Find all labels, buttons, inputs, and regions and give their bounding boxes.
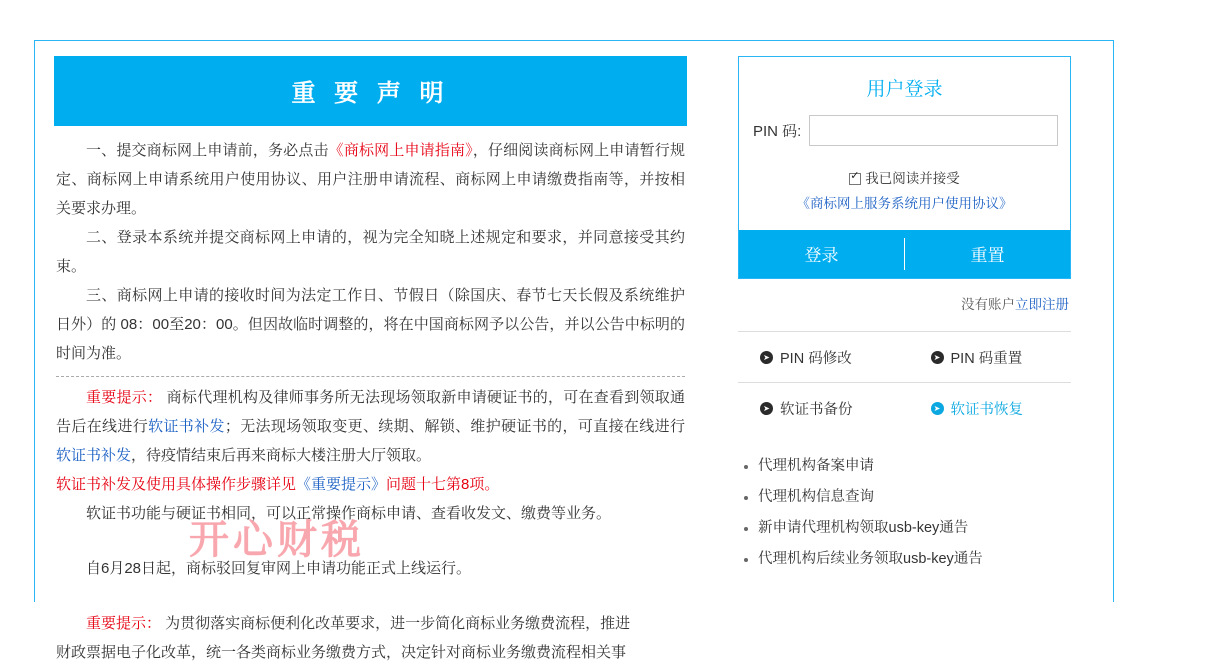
tip-paragraph-2 (56, 470, 685, 499)
tip-text: 问题十七第8项。 (386, 476, 500, 493)
notice-text: 一、提交商标网上申请前，务必点击 (86, 142, 329, 159)
list-item[interactable] (744, 513, 1071, 544)
notice-title: 重 要 声 明 (54, 56, 687, 126)
pin-label: PIN 码: (753, 123, 802, 140)
notice-text: 自6月28日起，商标驳回复审网上申请功能正式上线运行。 (86, 560, 472, 577)
notice2-paragraph-3 (56, 638, 685, 667)
login-panel (738, 56, 1071, 575)
link-label: 新申请代理机构领取usb-key通告 (758, 520, 969, 536)
tool-soft-cert-backup[interactable] (738, 398, 901, 419)
agree-label: 我已阅读并接受 (865, 171, 960, 186)
watermark: 开心财税 (189, 517, 365, 563)
notice-paragraph-1 (56, 136, 685, 223)
register-link[interactable]: 立即注册 (1015, 297, 1069, 312)
tip-paragraph-3 (56, 499, 685, 528)
tip-text: 软证书功能与硬证书相同，可以正常操作商标申请、查看收发文、缴费等业务。 (86, 505, 612, 522)
notice-body (54, 126, 687, 667)
agree-checkbox[interactable] (849, 173, 861, 185)
online-application-guide-link[interactable]: 《商标网上申请指南》 (328, 142, 473, 159)
user-agreement-link[interactable]: 《商标网上服务系统用户使用协议》 (796, 196, 1013, 211)
important-tips-link[interactable]: 《重要提示》 (296, 476, 387, 493)
arrow-right-icon: ➤ (931, 351, 944, 364)
login-title: 用户登录 (866, 79, 943, 100)
link-label: 代理机构信息查询 (758, 489, 874, 505)
link-label: 代理机构后续业务领取usb-key通告 (758, 551, 983, 567)
link-label: 代理机构备案申请 (758, 458, 874, 474)
spacer (56, 583, 685, 609)
bullet-icon (744, 465, 748, 469)
tip-text: ，待疫情结束后再来商标大楼注册大厅领取。 (131, 447, 432, 464)
list-item[interactable] (744, 451, 1071, 482)
tip-text: 软证书补发及使用具体操作步骤详见 (56, 476, 297, 493)
tool-pin-reset[interactable] (901, 347, 1072, 368)
bullet-icon (744, 496, 748, 500)
no-account-text: 没有账户 (961, 297, 1015, 312)
reset-button[interactable]: 重置 (970, 246, 1005, 265)
tip-paragraph-1 (56, 383, 685, 470)
notice2-paragraph-1 (56, 554, 685, 583)
notice-text: 为贯彻落实商标便利化改革要求，进一步简化商标业务缴费流程，推进 (161, 615, 631, 632)
notice-paragraph-2 (56, 223, 685, 281)
arrow-right-icon: ➤ (760, 402, 773, 415)
tool-label: PIN 码修改 (780, 351, 852, 367)
tip-label: 重要提示： (86, 389, 163, 406)
login-box (738, 56, 1071, 279)
tools-section (738, 331, 1071, 433)
tools-row (738, 382, 1071, 433)
list-item[interactable] (744, 482, 1071, 513)
divider (56, 376, 685, 377)
quick-links-list (738, 451, 1071, 575)
pin-input[interactable] (809, 115, 1058, 146)
arrow-right-icon: ➤ (931, 402, 944, 415)
notice-paragraph-3 (56, 281, 685, 368)
bullet-icon (744, 558, 748, 562)
login-button[interactable]: 登录 (804, 246, 839, 265)
notice-text: 财政票据电子化改革，统一各类商标业务缴费方式，决定针对商标业务缴费流程相关事 (56, 644, 627, 661)
tools-row (738, 332, 1071, 382)
soft-cert-reissue-link-1[interactable]: 软证书补发 (148, 418, 225, 435)
important-notice-panel (54, 56, 687, 667)
content-frame (34, 40, 1114, 661)
agreement-row[interactable] (739, 167, 1070, 187)
tool-pin-modify[interactable] (738, 347, 901, 368)
soft-cert-reissue-link-2[interactable]: 软证书补发 (56, 447, 132, 464)
login-button-row (739, 230, 1070, 278)
notice-text: 三、商标网上申请的接收时间为法定工作日、节假日（除国庆、春节七天长假及系统维护日外）的 08：00至20：00。但因故临时调整的，将在中国商标网予以公告，并以公告中标明的时间为准。 (56, 287, 685, 362)
spacer (56, 528, 685, 554)
tip-text: 商标代理机构及律师事务所无法现场领取新申请硬证书的，可在查看到领取通告后在线进行 (56, 389, 685, 435)
register-row (738, 293, 1071, 313)
tool-soft-cert-restore[interactable] (901, 398, 1072, 419)
arrow-right-icon: ➤ (760, 351, 773, 364)
tool-label: 软证书恢复 (950, 402, 1023, 418)
list-item[interactable] (744, 544, 1071, 575)
bullet-icon (744, 527, 748, 531)
tool-label: 软证书备份 (780, 402, 853, 418)
notice-text: 二、登录本系统并提交商标网上申请的，视为完全知晓上述规定和要求，并同意接受其约束。 (56, 229, 685, 275)
tip-text: ；无法现场领取变更、续期、解锁、维护硬证书的，可直接在线进行 (224, 418, 685, 435)
pin-row (739, 115, 1070, 146)
notice-text: ，仔细阅读商标网上申请暂行规定、商标网上申请系统用户使用协议、用户注册申请流程、商标网上申请缴费指南等，并按相关要求办理。 (56, 142, 685, 217)
tip-label: 重要提示： (86, 615, 162, 632)
tool-label: PIN 码重置 (950, 351, 1023, 367)
notice2-paragraph-2 (56, 609, 685, 638)
